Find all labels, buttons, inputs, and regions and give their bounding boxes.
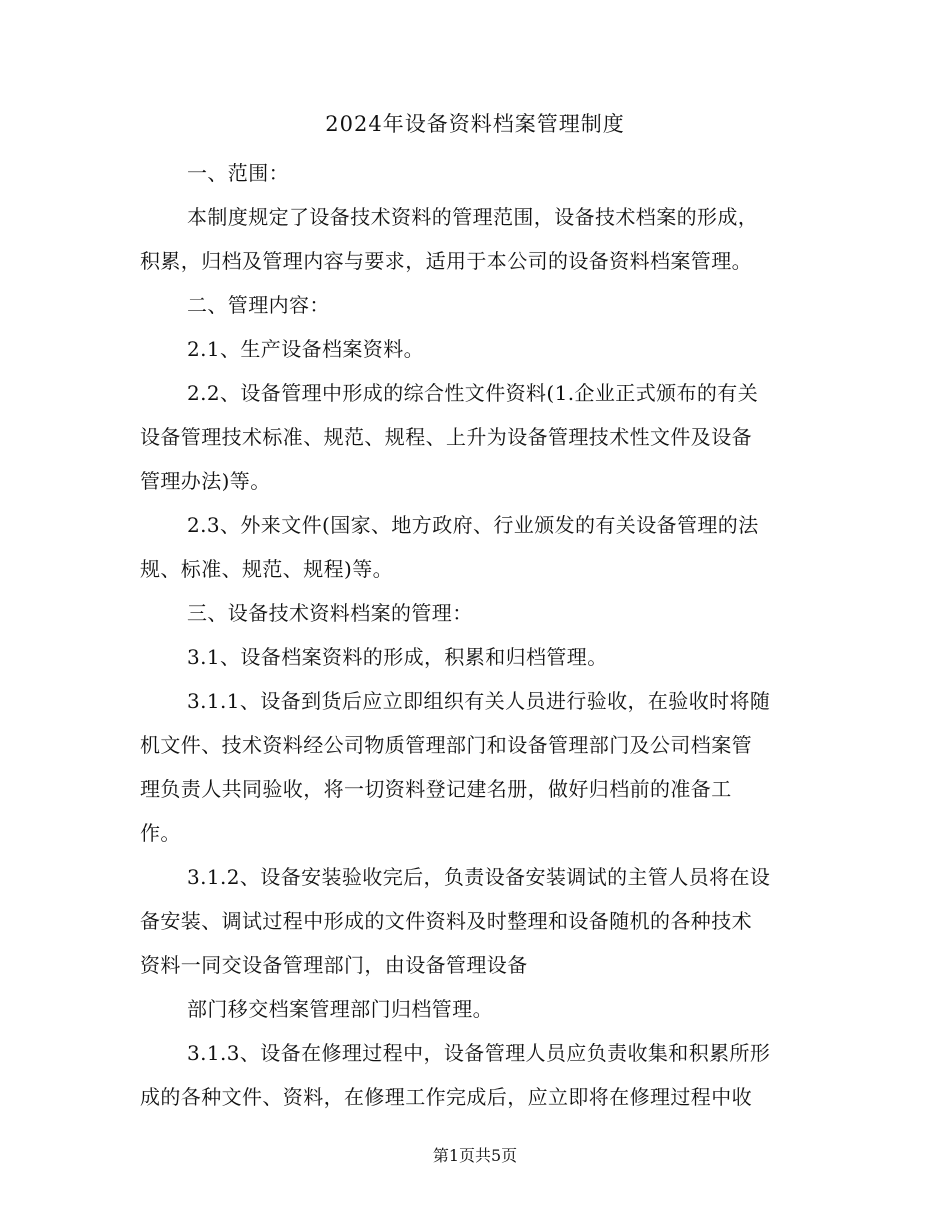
- clause-2-1: 2.1、生产设备档案资料。: [187, 337, 425, 361]
- section-heading-content: 二、管理内容：: [187, 293, 330, 317]
- paragraph-line: 部门移交档案管理部门归档管理。: [187, 997, 493, 1021]
- document-title: 2024年设备资料档案管理制度: [325, 112, 625, 136]
- clause-3-1-3: 3.1.3、设备在修理过程中，设备管理人员应负责收集和积累所形: [187, 1041, 771, 1065]
- paragraph-line: 机文件、技术资料经公司物质管理部门和设备管理部门及公司档案管: [140, 733, 752, 757]
- clause-2-3: 2.3、外来文件(国家、地方政府、行业颁发的有关设备管理的法: [187, 513, 759, 537]
- section-heading-management: 三、设备技术资料档案的管理：: [187, 601, 473, 625]
- paragraph-line: 成的各种文件、资料，在修理工作完成后，应立即将在修理过程中收: [140, 1085, 752, 1109]
- paragraph-line: 备安装、调试过程中形成的文件资料及时整理和设备随机的各种技术: [140, 909, 752, 933]
- paragraph-line: 本制度规定了设备技术资料的管理范围，设备技术档案的形成，: [187, 205, 759, 229]
- section-heading-scope: 一、范围：: [187, 161, 289, 185]
- paragraph-line: 作。: [140, 821, 181, 845]
- paragraph-line: 规、标准、规范、规程)等。: [140, 557, 394, 581]
- paragraph-line: 管理办法)等。: [140, 469, 271, 493]
- clause-3-1-2: 3.1.2、设备安装验收完后，负责设备安装调试的主管人员将在设: [187, 865, 771, 889]
- clause-2-2: 2.2、设备管理中形成的综合性文件资料(1.企业正式颁布的有关: [187, 381, 759, 405]
- clause-3-1-1: 3.1.1、设备到货后应立即组织有关人员进行验收，在验收时将随: [187, 689, 771, 713]
- clause-3-1: 3.1、设备档案资料的形成，积累和归档管理。: [187, 645, 608, 669]
- document-body: [140, 151, 812, 1119]
- page-number-footer: 第1页共5页: [432, 1146, 518, 1165]
- paragraph-line: 资料一同交设备管理部门，由设备管理设备: [140, 953, 528, 977]
- paragraph-line: 积累，归档及管理内容与要求，适用于本公司的设备资料档案管理。: [140, 249, 752, 273]
- paragraph-line: 设备管理技术标准、规范、规程、上升为设备管理技术性文件及设备: [140, 425, 752, 449]
- paragraph-line: 理负责人共同验收，将一切资料登记建名册，做好归档前的准备工: [140, 777, 732, 801]
